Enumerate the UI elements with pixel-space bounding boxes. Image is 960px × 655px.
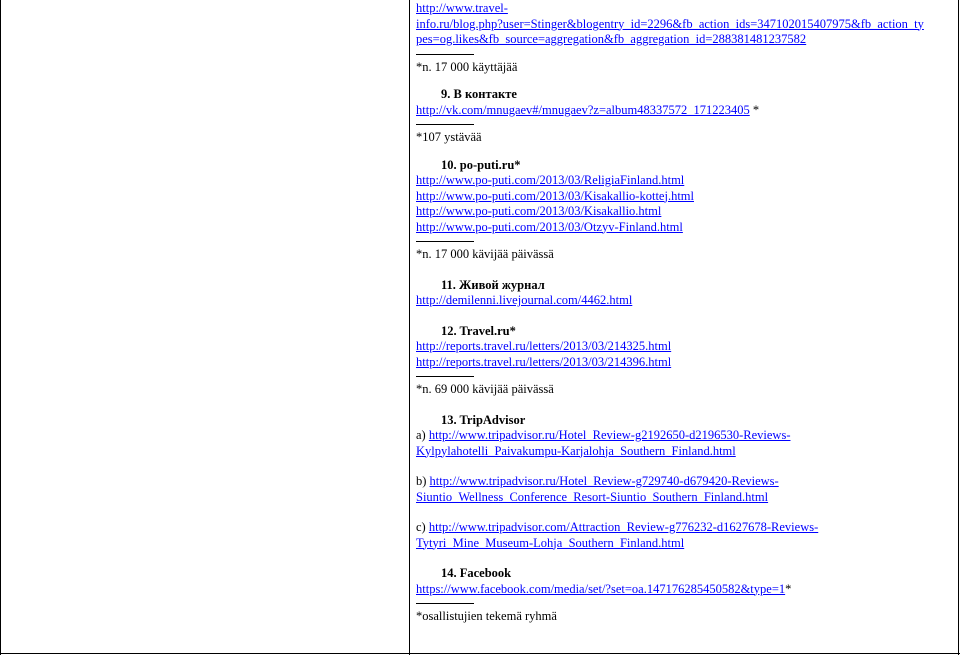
- travel-info-link-line[interactable]: info.ru/blog.php?user=Stinger&blogentry_id=2296&fb_action_ids=347102015407975&fb_action_ty: [416, 16, 924, 31]
- tripadvisor-link-a-cont[interactable]: Kylpylahotelli_Paivakumpu-Karjalohja_Southern_Finland.html: [416, 443, 736, 458]
- travel-info-link-line[interactable]: pes=og.likes&fb_source=aggregation&fb_aggregation_id=288381481237582: [416, 32, 807, 46]
- entry-heading-facebook: 14. Facebook: [441, 566, 512, 580]
- tripadvisor-link-c[interactable]: http://www.tripadvisor.com/Attraction_Review-g776232-d1627678-Reviews-: [428, 520, 819, 534]
- note: *n. 17 000 kävijää päivässä: [416, 247, 554, 261]
- separator: [416, 124, 474, 125]
- link-row: [416, 582, 956, 598]
- separator: [416, 603, 474, 604]
- note: *n. 69 000 kävijää päivässä: [416, 382, 554, 396]
- tripadvisor-item-b: [416, 474, 956, 490]
- note: *107 ystävää: [416, 130, 482, 144]
- entry-heading-livejournal: 11. Живой журнал: [441, 277, 545, 292]
- asterisk: *: [785, 581, 792, 596]
- separator: [416, 241, 474, 242]
- travel-ru-link[interactable]: http://reports.travel.ru/letters/2013/03/214325.html: [416, 339, 672, 353]
- tripadvisor-link-a[interactable]: http://www.tripadvisor.ru/Hotel_Review-g2192650-d2196530-Reviews-: [428, 428, 791, 442]
- entry-heading-tripadvisor: 13. TripAdvisor: [441, 412, 526, 427]
- separator: [416, 376, 474, 377]
- tripadvisor-item-c: [416, 520, 956, 536]
- table-border-bottom: [0, 653, 960, 654]
- content-cell: [416, 1, 956, 625]
- entry-heading-vkontakte: 9. В контакте: [441, 87, 517, 101]
- link-row: [416, 103, 956, 119]
- po-puti-link[interactable]: http://www.po-puti.com/2013/03/Kisakallio-kottej.html: [416, 188, 694, 203]
- note: *osallistujien tekemä ryhmä: [416, 609, 557, 623]
- separator: [416, 54, 474, 55]
- vk-link[interactable]: http://vk.com/mnugaev#/mnugaev?z=album48337572_171223405: [416, 102, 750, 117]
- tripadvisor-item-a: [416, 428, 956, 444]
- po-puti-link[interactable]: http://www.po-puti.com/2013/03/Kisakallio.html: [416, 204, 662, 218]
- table-border-left: [0, 0, 1, 655]
- item-prefix: a): [416, 428, 429, 442]
- table-border-right: [958, 0, 959, 655]
- entry-heading-travel-ru: 12. Travel.ru*: [441, 323, 516, 338]
- item-prefix: b): [416, 474, 430, 488]
- tripadvisor-link-b-cont[interactable]: Siuntio_Wellness_Conference_Resort-Siuntio_Southern_Finland.html: [416, 489, 769, 504]
- asterisk: *: [749, 102, 760, 117]
- tripadvisor-link-c-cont[interactable]: Tytyri_Mine_Museum-Lohja_Southern_Finland.html: [416, 535, 685, 550]
- travel-info-link-line[interactable]: http://www.travel-: [416, 1, 508, 15]
- entry-heading-po-puti: 10. po-puti.ru*: [441, 157, 521, 172]
- po-puti-link[interactable]: http://www.po-puti.com/2013/03/ReligiaFinland.html: [416, 173, 685, 187]
- column-divider: [409, 0, 410, 655]
- po-puti-link[interactable]: http://www.po-puti.com/2013/03/Otzyv-Finland.html: [416, 219, 683, 234]
- item-prefix: c): [416, 520, 429, 534]
- facebook-link[interactable]: https://www.facebook.com/media/set/?set=oa.147176285450582&type=1: [416, 581, 786, 596]
- travel-ru-link[interactable]: http://reports.travel.ru/letters/2013/03/214396.html: [416, 354, 672, 369]
- note: *n. 17 000 käyttäjää: [416, 59, 518, 74]
- livejournal-link[interactable]: http://demilenni.livejournal.com/4462.html: [416, 293, 633, 307]
- tripadvisor-link-b[interactable]: http://www.tripadvisor.ru/Hotel_Review-g729740-d679420-Reviews-: [429, 474, 779, 488]
